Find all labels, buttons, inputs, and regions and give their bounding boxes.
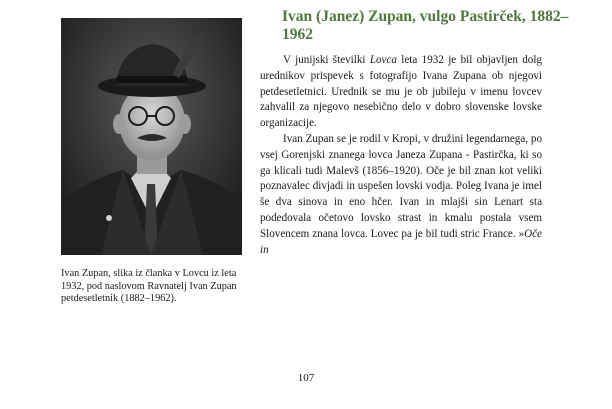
page-number: 107 [297, 372, 315, 384]
article-body [260, 53, 542, 258]
paragraph-1-start: V junijski številki [283, 54, 370, 66]
paragraph-2 [260, 132, 542, 258]
article-title: Ivan (Janez) Zupan, vulgo Pastirček, 1882–1962 [282, 8, 569, 43]
portrait-photo [61, 18, 242, 255]
portrait-illustration [61, 18, 242, 255]
paragraph-1 [260, 53, 542, 132]
magazine-name: Lovca [369, 54, 397, 66]
paragraph-2-text: Ivan Zupan se je rodil v Kropi, v družini legendarnega, po vsej Gorenjski znanega lovca Janeza Zupana - Pastirčka, ki so ga klicali tudi Malevš (1856–1920). Oče je bil znan kot veliki poznavalec divjadi in uspešen lovski vodja. Poleg Ivana je imel še dva sinova in eno hčer. Ivan in mlajši sin Lenart sta podedovala očetovo lovsko strast in kmalu postala vsem Slovencem znana lovca. Lovec pa je bil tudi stric France. » [260, 132, 542, 240]
photo-caption: Ivan Zupan, slika iz članka v Lovcu iz leta 1932, pod naslovom Ravnatelj Ivan Zupan petdesetletnik (1882–1962). [61, 268, 237, 305]
paragraph-1-rest: leta 1932 je bil objavljen dolg urednikov prispevek s fotografijo Ivana Zupana ob njegovi petdesetletnici. Urednik se mu je ob jubileju v imenu lovcev zahvalil za njegovo nesebično delo v dobro slovenske lovske organizacije. [260, 54, 542, 130]
quote-start: Oče in [260, 227, 542, 256]
